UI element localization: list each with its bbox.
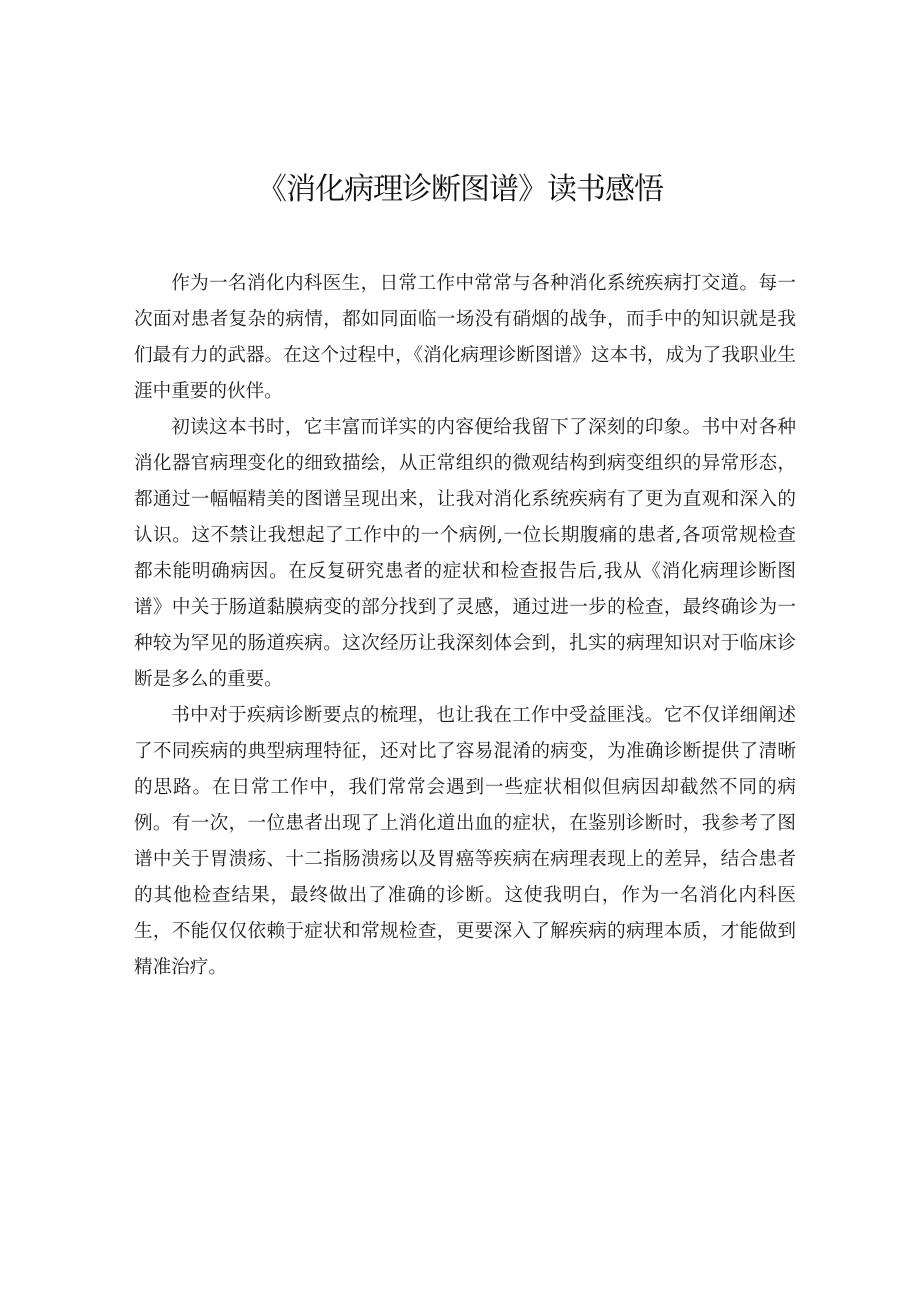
paragraph-1: 作为一名消化内科医生，日常工作中常常与各种消化系统疾病打交道。每一次面对患者复杂的病情，都如同面临一场没有硝烟的战争，而手中的知识就是我们最有力的武器。在这个过程中，《消化病理诊断图谱》这本书，成为了我职业生涯中重要的伙伴。 xyxy=(134,273,796,402)
paragraph-2: 初读这本书时，它丰富而详实的内容便给我留下了深刻的印象。书中对各种消化器官病理变化的细致描绘，从正常组织的微观结构到病变组织的异常形态，都通过一幅幅精美的图谱呈现出来，让我对消化系统疾病有了更为直观和深入的认识。这不禁让我想起了工作中的一个病例,一位长期腹痛的患者,各项常规检查都未能明确病因。在反复研究患者的症状和检查报告后,我从《消化病理诊断图谱》中关于肠道黏膜病变的部分找到了灵感，通过进一步的检查，最终确诊为一种较为罕见的肠道疾病。这次经历让我深刻体会到，扎实的病理知识对于临床诊断是多么的重要。 xyxy=(134,417,796,690)
document-body xyxy=(134,266,796,986)
document-title: 《消化病理诊断图谱》读书感悟 xyxy=(257,172,663,207)
paragraph-3: 书中对于疾病诊断要点的梳理，也让我在工作中受益匪浅。它不仅详细阐述了不同疾病的典型病理特征，还对比了容易混淆的病变，为准确诊断提供了清晰的思路。在日常工作中，我们常常会遇到一些症状相似但病因却截然不同的病例。有一次，一位患者出现了上消化道出血的症状，在鉴别诊断时，我参考了图谱中关于胃溃疡、十二指肠溃疡以及胃癌等疾病在病理表现上的差异，结合患者的其他检查结果，最终做出了准确的诊断。这使我明白，作为一名消化内科医生，不能仅仅依赖于症状和常规检查，更要深入了解疾病的病理本质，才能做到精准治疗。 xyxy=(134,705,796,978)
